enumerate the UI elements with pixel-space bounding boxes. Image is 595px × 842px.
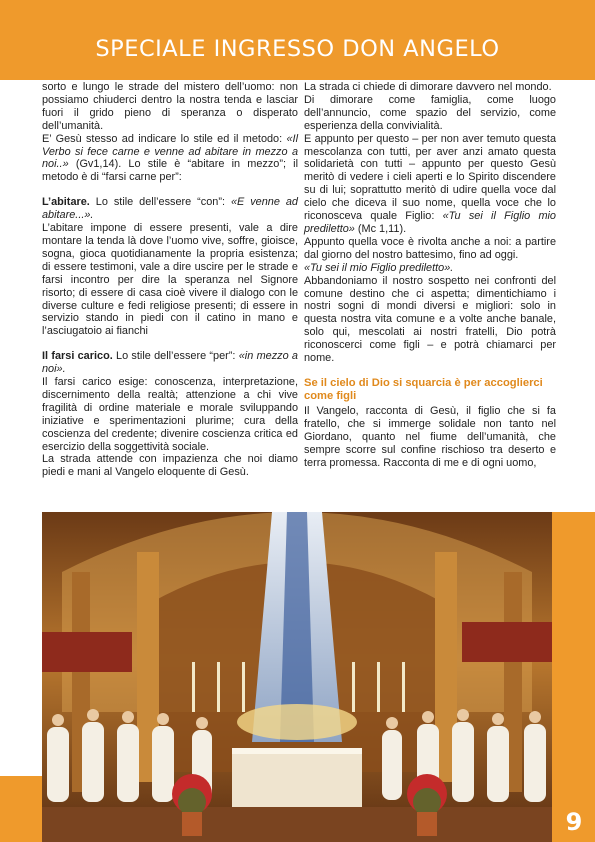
text-run: Lo stile dell’essere “con”:: [89, 196, 231, 209]
text-run: Lo stile dell’essere “per”:: [112, 350, 239, 363]
text-run: E’ Gesù stesso ad indicare lo stile ed il metodo:: [42, 132, 287, 145]
paragraph: [304, 133, 556, 236]
quote: «Tu sei il Figlio mio prediletto»: [304, 210, 556, 235]
paragraph: L’abitare impone di essere presenti, vale a dire montare la tenda là dove l’uomo vive, soffre, gioisce, sogna, gioca quotidianamente la propria esistenza; di essere testimoni, vale a dire uscire per le strade e farsi incontro per dire la speranza nel Signore risorto; di essere di casa cioè vivere il dialogo con le diverse culture e fedi religiose presenti; di essere in servizio stando in piedi con il catino in mano e l’asciugatoio ai fianchi: [42, 222, 298, 338]
church-interior-photo: [42, 512, 552, 842]
text-run: E appunto per questo – per non aver temuto questa mescolanza con tutti, per aver anzi amato questa solidarietà con tutti – appunto per questo Gesù meritò di vedere i cieli aperti e lo Spirito discendere su di lui; soprattutto meritò di udire quella voce dal cielo che diceva il suo nome, quella voce che lo riconosceva quale Figlio:: [304, 132, 556, 223]
paragraph: sorto e lungo le strade del mistero dell’uomo: non possiamo chiuderci dentro la nostra tenda e lasciar fuori il grido pieno di speranza o disperato dell’umanità.: [42, 81, 298, 132]
accent-strip: [0, 776, 42, 842]
quote: «in mezzo a noi».: [42, 350, 298, 376]
text-run: (Mc 1,11).: [354, 222, 407, 235]
quote: «Tu sei il mio Figlio prediletto».: [304, 261, 454, 274]
right-column: [304, 81, 556, 469]
header-banner: [0, 0, 595, 80]
paragraph: La strada ci chiede di dimorare davvero nel mondo.: [304, 81, 552, 93]
paragraph: La strada attende con impazienza che noi diamo piedi e mani al Vangelo eloquente di Gesù.: [42, 453, 298, 479]
paragraph: [42, 196, 298, 222]
text-run: (Gv1,14). Lo stile è “abitare in mezzo”; il metodo è di “farsi carne per”:: [42, 158, 298, 184]
run-in-heading: Il farsi carico.: [42, 350, 113, 363]
paragraph: Abbandoniamo il nostro sospetto nei confronti del comune destino che ci aspetta; dimentichiamo i nostri sogni di mondi diversi e migliori: solo in questa nostra vita comune e a volte anche banale, solo qui, mescolati ai nostri fratelli, Dio potrà riconoscerci come figli – e potrà chiamarci per nome.: [304, 274, 556, 365]
run-in-heading: L’abitare.: [42, 196, 90, 209]
paragraph: Di dimorare come famiglia, come luogo dell’annuncio, come spazio del servizio, come esperienza della convivialità.: [304, 93, 556, 132]
quote: «E venne ad abitare...».: [42, 196, 298, 222]
quote: «Il Verbo si fece carne e venne ad abitare in mezzo a noi..»: [42, 132, 298, 171]
paragraph: [42, 133, 298, 185]
page-title: SPECIALE INGRESSO DON ANGELO: [95, 36, 500, 62]
section-subheading: Se il cielo di Dio si squarcia è per accoglierci come figli: [304, 376, 543, 402]
paragraph: Il farsi carico esige: conoscenza, interpretazione, discernimento della realtà; attenzione a chi vive fragilità di ordine materiale e morale sviluppando iniziative e sperimentazioni plurime; cura della coscienza del credente; divenire coscienza critica ed esercizio della soggettività sociale.: [42, 376, 298, 453]
left-column: [42, 81, 298, 479]
paragraph: Il Vangelo, racconta di Gesù, il figlio che si fa fratello, che si immerge solidale non tanto nel Giordano, quanto nel fiume dell’umanità, che sempre scorre sul confine rischioso tra deserto e terra promessa. Racconta di me e di ogni uomo,: [304, 404, 556, 469]
paragraph: Appunto quella voce è rivolta anche a noi: a partire dal giorno del nostro battesimo, fino ad oggi.: [304, 235, 556, 261]
accent-strip: [552, 512, 595, 842]
paragraph: [42, 350, 298, 376]
page-number: 9: [565, 808, 583, 836]
